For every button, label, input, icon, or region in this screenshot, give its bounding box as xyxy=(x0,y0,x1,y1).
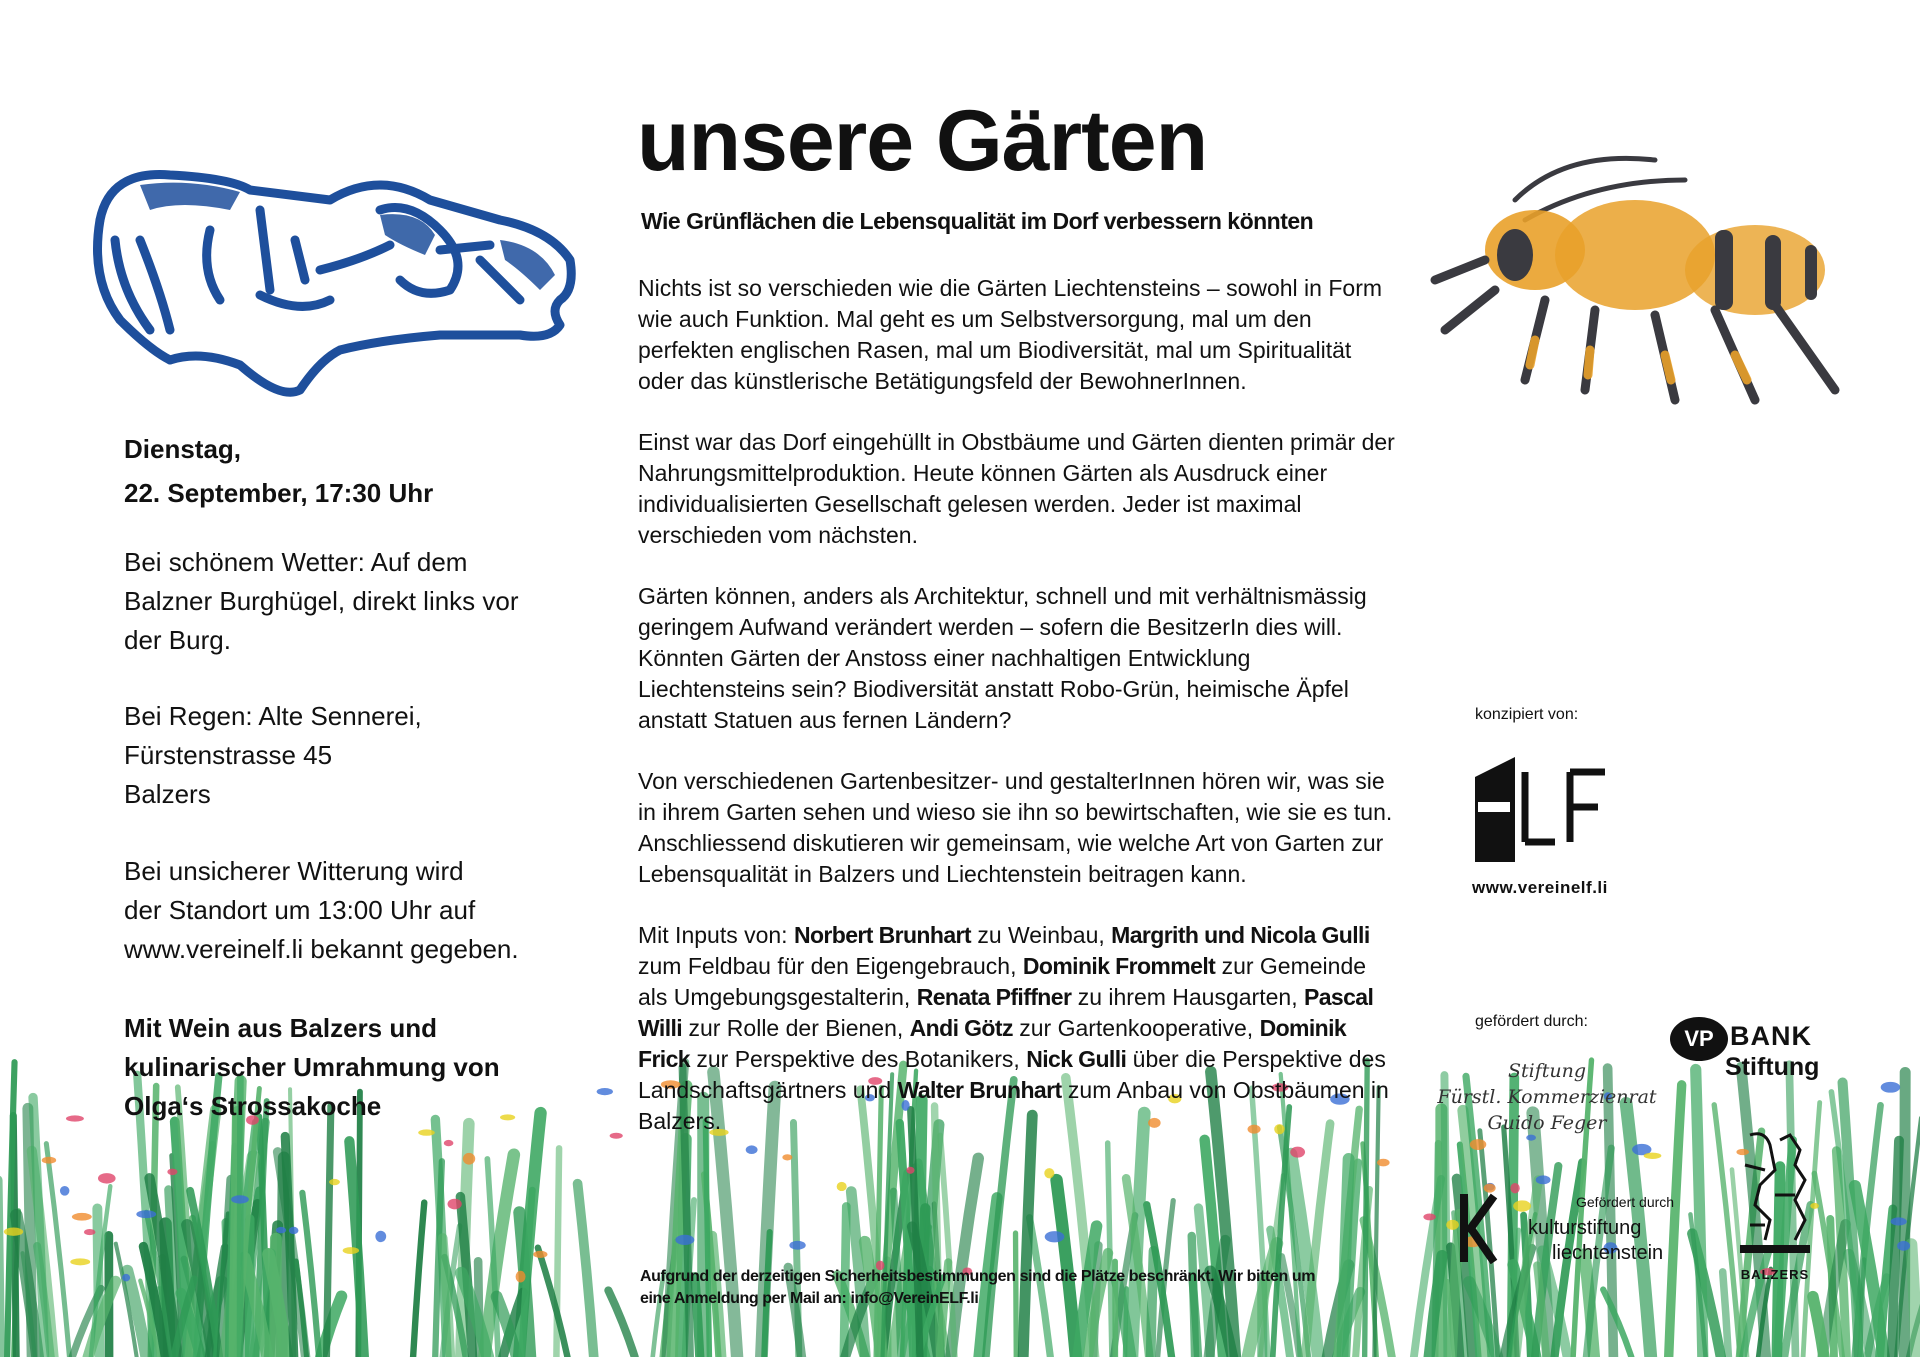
paragraph: Nichts ist so verschieden wie die Gärten Liechtensteins – sowohl in Form wie auch Funktion. Mal geht es um Selbstversorgung, mal um den perfekten englischen Rasen, mal um Biodiversität, mal um Spiritualität oder das künstlerische Betätigungsfeld der BewohnerInnen. xyxy=(638,275,1383,394)
uncertain-line: Bei unsicherer Witterung wird xyxy=(124,856,464,886)
kultur-funded-label: Gefördert durch xyxy=(1576,1194,1675,1210)
inputs-text: zur Rolle der Bienen, xyxy=(682,1015,910,1041)
flower-dot xyxy=(1513,1200,1531,1211)
flower-dot xyxy=(231,1195,249,1203)
flower-dot xyxy=(444,1140,454,1146)
flower-dot xyxy=(675,1235,694,1245)
flower-dot xyxy=(136,1210,156,1218)
flower-dot xyxy=(1045,1231,1065,1242)
flower-dot xyxy=(98,1173,116,1183)
feger-line: Guido Feger xyxy=(1487,1112,1607,1134)
flower-dot xyxy=(1897,1241,1910,1251)
inputs-text: zur Gemeinde als Umgebungsgestalterin, xyxy=(638,953,1367,1010)
grass-blade xyxy=(1904,1072,1905,1357)
inputs-text: über die Perspektive des Landschaftsgärtners und xyxy=(638,1046,1386,1103)
speaker-name: Pascal Willi xyxy=(638,984,1374,1041)
grass-blade xyxy=(1911,1244,1917,1357)
flower-dot xyxy=(837,1182,847,1191)
flower-dot xyxy=(42,1157,56,1164)
inputs-text: zur Perspektive des Botanikers, xyxy=(689,1046,1027,1072)
inputs-text: zur Gartenkooperative, xyxy=(1012,1015,1260,1041)
flower-dot xyxy=(789,1241,805,1250)
rain-line: Fürstenstrasse 45 xyxy=(124,740,333,770)
elf-logo xyxy=(1470,752,1620,867)
vp-bank-text: BANK xyxy=(1730,1021,1812,1051)
flower-dot xyxy=(60,1186,69,1196)
speaker-name: Andi Götz xyxy=(909,1015,1013,1041)
event-datetime: 22. September, 17:30 Uhr xyxy=(124,478,434,508)
speaker-name: Dominik Frommelt xyxy=(1022,953,1216,979)
inputs-paragraph xyxy=(638,920,1398,1137)
balzers-logo xyxy=(1735,1125,1815,1282)
speaker-name: Dominik Frick xyxy=(638,1015,1347,1072)
balzers-crest-icon xyxy=(1735,1125,1815,1255)
flower-dot xyxy=(122,1274,130,1282)
kultur-line: kulturstiftung xyxy=(1528,1217,1642,1239)
feger-foundation-logo xyxy=(1432,1058,1662,1136)
speaker-name: Nick Gulli xyxy=(1026,1046,1127,1072)
grass-blade xyxy=(413,1203,424,1357)
flower-dot xyxy=(418,1129,435,1135)
balzers-text: BALZERS xyxy=(1740,1267,1810,1282)
flower-dot xyxy=(1044,1168,1054,1178)
feger-line: Stiftung xyxy=(1507,1060,1587,1082)
flower-dot xyxy=(1446,1220,1459,1230)
catering-info xyxy=(124,1009,584,1126)
speaker-name: Renata Pfiffner xyxy=(916,984,1072,1010)
uncertain-line: der Standort um 13:00 Uhr auf xyxy=(124,895,476,925)
inputs-text: zum Anbau von Obstbäumen in Balzers. xyxy=(638,1077,1389,1134)
flower-dot xyxy=(1891,1217,1907,1225)
elf-website: www.vereinelf.li xyxy=(1472,878,1608,897)
weather-line: der Burg. xyxy=(124,625,231,655)
flower-dot xyxy=(84,1229,95,1235)
flower-dot xyxy=(276,1227,286,1233)
grass-blade xyxy=(578,1184,594,1357)
flower-dot xyxy=(463,1153,475,1165)
paragraph: Einst war das Dorf eingehüllt in Obstbäume und Gärten dienten primär der Nahrungsmittelproduktion. Heute können Gärten als Ausdruck einer individualisierten Gesellschaft gelesen werden. Jeder ist maximal verschieden vom nächsten. xyxy=(638,429,1395,548)
flower-dot xyxy=(1470,1139,1486,1150)
flower-dot xyxy=(1423,1214,1436,1221)
uncertain-weather-info xyxy=(124,852,584,969)
rain-info xyxy=(124,697,584,814)
flower-dot xyxy=(167,1169,177,1176)
feger-line: Fürstl. Kommerzienrat xyxy=(1437,1086,1657,1108)
speaker-name: Margrith und Nicola Gulli xyxy=(1111,922,1370,948)
weather-line: Bei schönem Wetter: Auf dem xyxy=(124,547,468,577)
funded-by-label: gefördert durch: xyxy=(1475,1013,1588,1030)
grass-blade xyxy=(1342,1159,1348,1357)
registration-notice: Aufgrund der derzeitigen Sicherheitsbestimmungen sind die Plätze beschränkt. Wir bitten um eine Anmeldung per Mail an: info@VereinELF.li xyxy=(640,1268,1316,1307)
event-day: Dienstag, xyxy=(124,434,242,464)
flower-dot xyxy=(375,1231,386,1242)
flower-dot xyxy=(343,1247,359,1254)
paragraph: Gärten können, anders als Architektur, schnell und mit verhältnismässig geringem Aufwand verändert werden – sofern die BesitzerIn dies will. Könnten Gärten der Anstoss einer nachhaltigen Entwicklung Liechtensteins sein? Biodiversität anstatt Robo-Grün, heimische Äpfel anstatt Statuen aus fernen Ländern? xyxy=(638,583,1367,733)
flower-dot xyxy=(66,1115,84,1121)
inputs-text: zum Feldbau für den Eigengebrauch, xyxy=(638,953,1023,979)
flower-dot xyxy=(1881,1082,1900,1093)
rain-line: Bei Regen: Alte Sennerei, xyxy=(124,701,422,731)
designed-by-label: konzipiert von: xyxy=(1475,706,1579,723)
event-date xyxy=(124,427,584,515)
flower-dot xyxy=(4,1228,23,1236)
speaker-name: Norbert Brunhart xyxy=(793,922,971,948)
flower-dot xyxy=(72,1213,92,1221)
flower-dot xyxy=(906,1167,914,1174)
grass-blade xyxy=(1813,1297,1824,1357)
flower-dot xyxy=(289,1227,299,1234)
grass-blade xyxy=(608,1290,634,1357)
weather-line: Balzner Burghügel, direkt links vor xyxy=(124,586,519,616)
inputs-text: zu Weinbau, xyxy=(970,922,1112,948)
flower-dot xyxy=(610,1133,623,1139)
catering-line: Mit Wein aus Balzers und xyxy=(124,1013,438,1043)
flower-dot xyxy=(1510,1183,1519,1193)
subtitle: Wie Grünflächen die Lebensqualität im Dorf verbessern könnten xyxy=(641,208,1314,234)
inputs-text: zu ihrem Hausgarten, xyxy=(1071,984,1304,1010)
flower-dot xyxy=(516,1271,526,1283)
grass-blade xyxy=(326,1106,330,1357)
page-title: unsere Gärten xyxy=(637,93,1208,189)
car-illustration xyxy=(80,150,600,410)
flower-dot xyxy=(1536,1175,1551,1184)
flower-dot xyxy=(597,1088,613,1095)
flower-dot xyxy=(533,1251,547,1258)
vp-stiftung-text: Stiftung xyxy=(1725,1053,1820,1081)
kulturstiftung-name xyxy=(1528,1216,1663,1266)
grass-blade xyxy=(538,1248,568,1357)
flower-dot xyxy=(448,1199,462,1210)
grass-blade xyxy=(1669,1085,1682,1357)
paragraph: Von verschiedenen Gartenbesitzer- und gestalterInnen hören wir, was sie in ihrem Garten sehen und wieso sie ihn so bewirtschaften, wie sie es tun. Anschliessend diskutieren wir gemeinsam, wie welche Art von Garten zur Lebensqualität in Balzers und Liechtenstein beitragen kann. xyxy=(638,768,1393,887)
rain-line: Balzers xyxy=(124,779,211,809)
flower-dot xyxy=(329,1179,340,1185)
uncertain-line: www.vereinelf.li bekannt gegeben. xyxy=(124,934,519,964)
vp-logo-mark: VP xyxy=(1670,1017,1728,1061)
kulturstiftung-k-icon xyxy=(1458,1192,1498,1264)
catering-line: Olga‘s Strossakoche xyxy=(124,1091,382,1121)
weather-info xyxy=(124,543,584,660)
catering-line: kulinarischer Umrahmung von xyxy=(124,1052,500,1082)
bee-illustration xyxy=(1395,140,1915,440)
flower-dot xyxy=(70,1258,90,1265)
main-text xyxy=(638,273,1398,1167)
speaker-name: Walter Brunhart xyxy=(897,1077,1062,1103)
inputs-text: Mit Inputs von: xyxy=(638,922,794,948)
flower-dot xyxy=(1644,1153,1662,1159)
kultur-line: liechtenstein xyxy=(1552,1242,1664,1264)
